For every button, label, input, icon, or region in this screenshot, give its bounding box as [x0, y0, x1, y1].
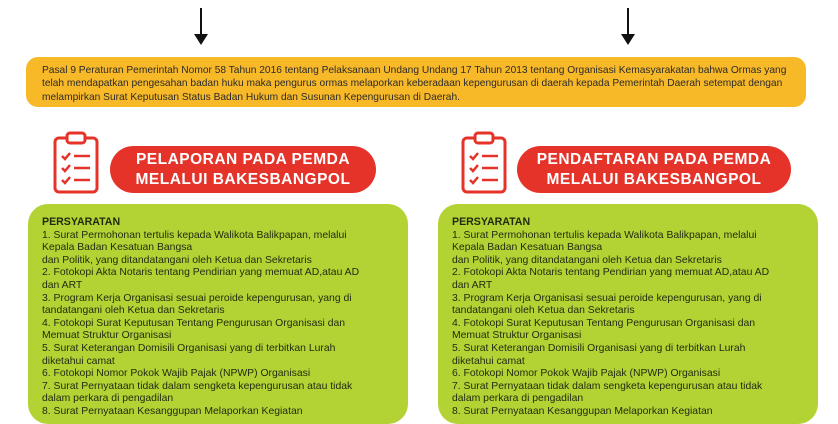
requirement-line: 8. Surat Pernyataan Kesanggupan Melaporkan Kegiatan [452, 405, 713, 417]
requirement-line: 1. Surat Permohonan tertulis kepada Walikota Balikpapan, melalui [42, 229, 347, 241]
banner-line-2: MELALUI BAKESBANGPOL [546, 171, 762, 188]
requirement-line: Memuat Struktur Organisasi [42, 330, 172, 342]
requirement-line: 3. Program Kerja Organisasi sesuai peroide kepengurusan, yang di [42, 292, 352, 304]
banner-pelaporan [110, 146, 376, 193]
banner-line-1: PENDAFTARAN PADA PEMDA [536, 151, 772, 168]
requirement-line: 4. Fotokopi Surat Keputusan Tentang Pengurusan Organisasi dan [42, 317, 346, 329]
requirement-line: Kepala Badan Kesatuan Bangsa [452, 242, 603, 254]
requirement-line: tandatangani oleh Ketua dan Sekretaris [42, 305, 225, 317]
requirement-line: 2. Fotokopi Akta Notaris tentang Pendirian yang memuat AD,atau AD [42, 267, 360, 279]
requirement-line: 5. Surat Keterangan Domisili Organisasi yang di terbitkan Lurah [452, 342, 746, 354]
requirement-line: dalam perkara di pengadilan [42, 393, 174, 405]
requirement-line: dan Politik, yang ditandatangani oleh Ketua dan Sekretaris [452, 254, 722, 266]
banner-pendaftaran [517, 146, 791, 193]
requirement-line: Kepala Badan Kesatuan Bangsa [42, 242, 193, 254]
requirements-title: PERSYARATAN [42, 216, 121, 228]
requirement-line: 4. Fotokopi Surat Keputusan Tentang Pengurusan Organisasi dan [452, 317, 756, 329]
requirement-line: 3. Program Kerja Organisasi sesuai peroide kepengurusan, yang di [452, 292, 762, 304]
requirement-line: Memuat Struktur Organisasi [452, 330, 582, 342]
clipboard-checklist-icon [52, 130, 100, 194]
requirement-line: dan Politik, yang ditandatangani oleh Ketua dan Sekretaris [42, 254, 312, 266]
intro-text: Pasal 9 Peraturan Pemerintah Nomor 58 Tahun 2016 tentang Pelaksanaan Undang Undang 17 Tahun 2013 tentang Organisasi Kemasyarakatan bahwa Ormas yang telah mendapatkan pengesahan badan huku maka pengurus ormas melaporkan keberadaan kepengurusan di daerah kepada Pemerintah Daerah setempat dengan melampirkan Surat Keputusan Status Badan Hukum dan Susunan Kepengurusan di Daerah. [42, 65, 787, 103]
requirements-card-right [438, 204, 818, 424]
banner-line-2: MELALUI BAKESBANGPOL [135, 171, 351, 188]
requirement-line: 6. Fotokopi Nomor Pokok Wajib Pajak (NPWP) Organisasi [42, 368, 311, 380]
requirement-line: 7. Surat Pernyataan tidak dalam sengketa kepengurusan atau tidak [452, 380, 763, 392]
requirements-card-left [28, 204, 408, 424]
requirement-line: 6. Fotokopi Nomor Pokok Wajib Pajak (NPWP) Organisasi [452, 368, 721, 380]
requirement-line: dan ART [42, 279, 83, 291]
requirement-line: dalam perkara di pengadilan [452, 393, 584, 405]
requirement-line: diketahui camat [452, 355, 525, 367]
requirement-line: 2. Fotokopi Akta Notaris tentang Pendirian yang memuat AD,atau AD [452, 267, 770, 279]
requirement-line: dan ART [452, 279, 493, 291]
requirement-line: tandatangani oleh Ketua dan Sekretaris [452, 305, 635, 317]
arrow-down-icon [191, 8, 211, 46]
requirement-line: diketahui camat [42, 355, 115, 367]
requirement-line: 1. Surat Permohonan tertulis kepada Walikota Balikpapan, melalui [452, 229, 757, 241]
requirement-line: 5. Surat Keterangan Domisili Organisasi yang di terbitkan Lurah [42, 342, 336, 354]
requirement-line: 8. Surat Pernyataan Kesanggupan Melaporkan Kegiatan [42, 405, 303, 417]
banner-line-1: PELAPORAN PADA PEMDA [135, 151, 351, 168]
intro-box [26, 57, 806, 107]
requirements-title: PERSYARATAN [452, 216, 531, 228]
requirement-line: 7. Surat Pernyataan tidak dalam sengketa kepengurusan atau tidak [42, 380, 353, 392]
arrow-down-icon [618, 8, 638, 46]
clipboard-checklist-icon [460, 130, 508, 194]
